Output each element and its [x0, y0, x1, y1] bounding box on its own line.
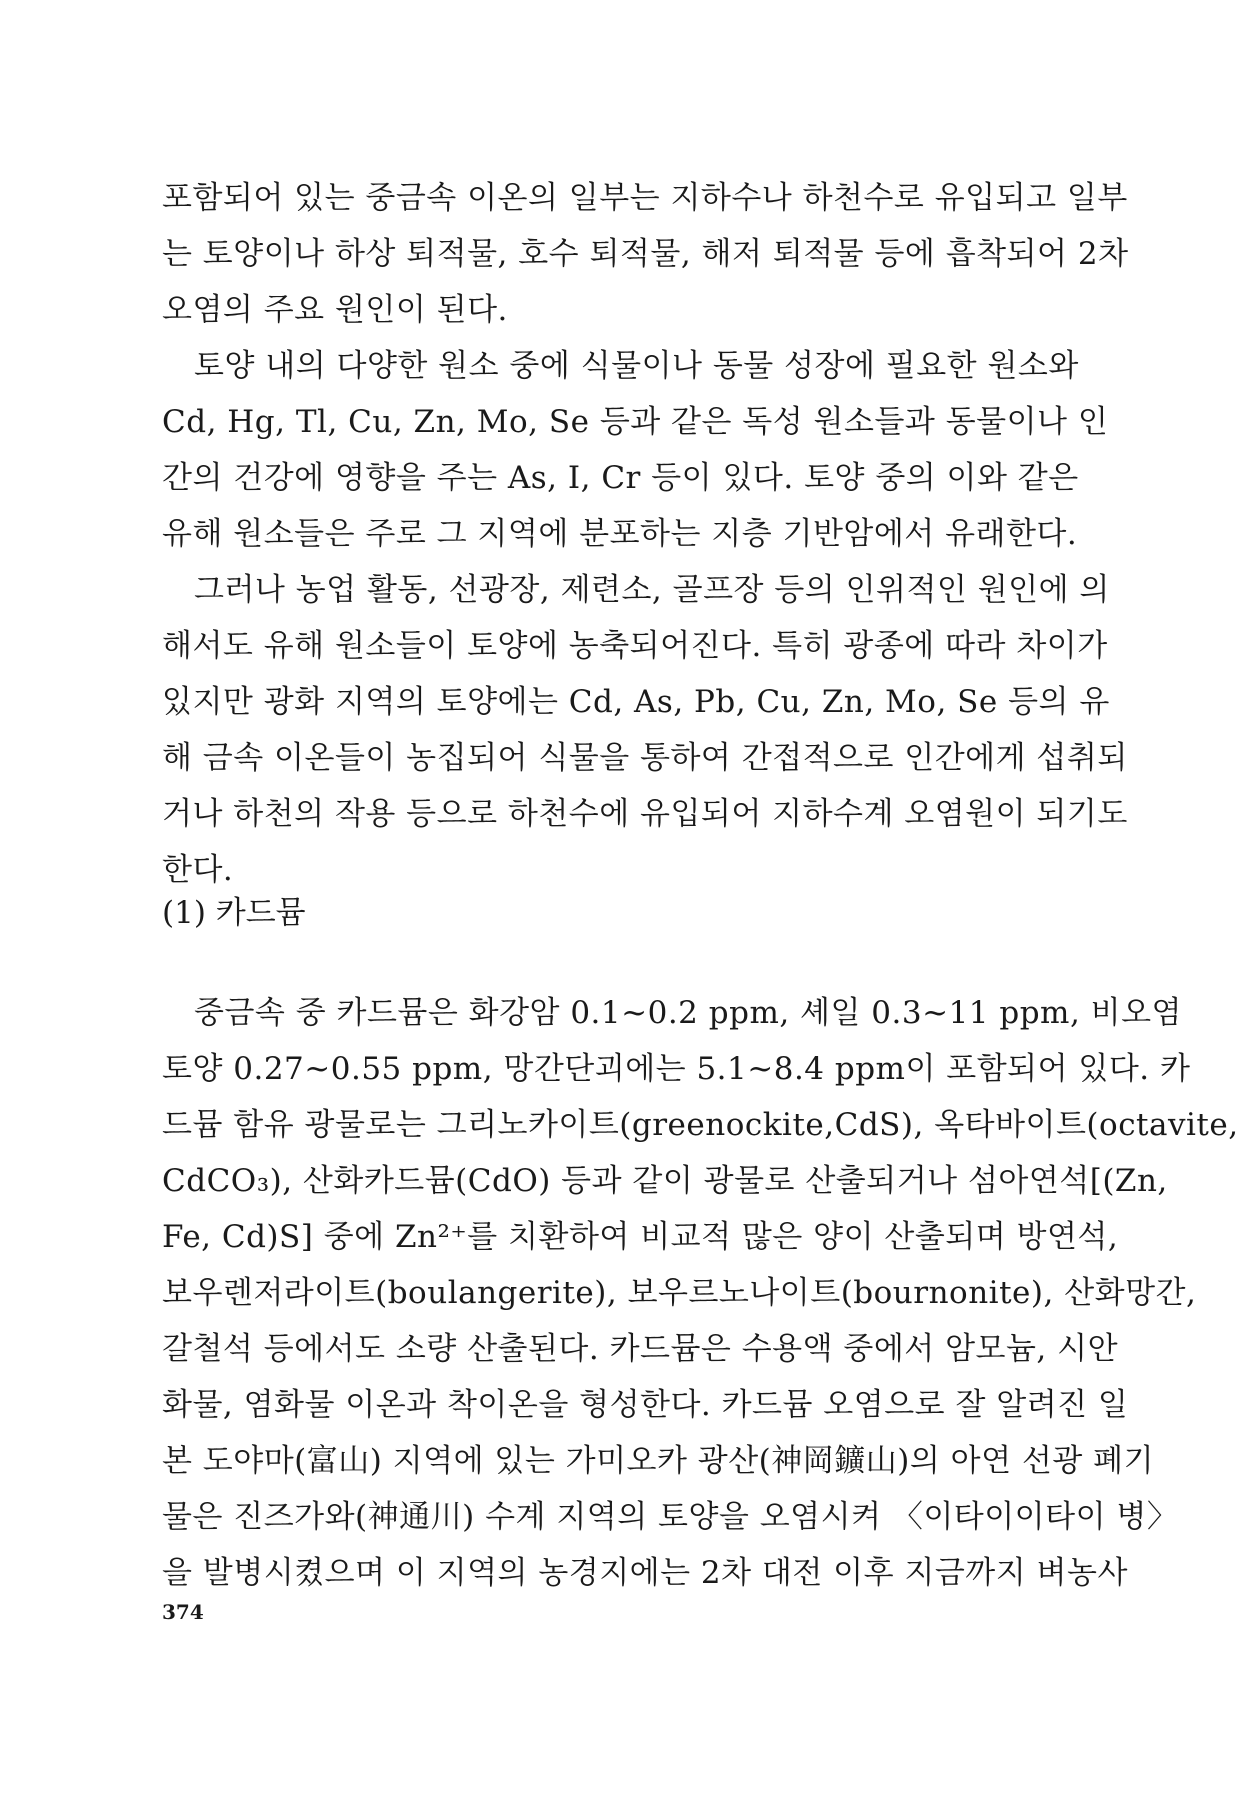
text-line: 토양 0.27~0.55 ppm, 망간단괴에는 5.1~8.4 ppm이 포함되어 있다. 카 — [162, 1051, 1191, 1087]
text-line: 중금속 중 카드뮴은 화강암 0.1~0.2 ppm, 셰일 0.3~11 ppm, 비오염 — [194, 995, 1182, 1031]
paragraph-1 — [162, 170, 1129, 338]
paragraph-2 — [162, 338, 1109, 562]
text-line: 유해 원소들은 주로 그 지역에 분포하는 지층 기반암에서 유래한다. — [162, 516, 1078, 552]
text-line: 오염의 주요 원인이 된다. — [162, 292, 508, 328]
text-line: CdCO₃), 산화카드뮴(CdO) 등과 같이 광물로 산출되거나 섬아연석[(Zn, — [162, 1163, 1168, 1199]
text-line: 포함되어 있는 중금속 이온의 일부는 지하수나 하천수로 유입되고 일부 — [162, 180, 1128, 216]
text-line: 화물, 염화물 이온과 착이온을 형성한다. 카드뮴 오염으로 잘 알려진 일 — [162, 1387, 1129, 1423]
text-line: 해 금속 이온들이 농집되어 식물을 통하여 간접적으로 인간에게 섭취되 — [162, 740, 1128, 776]
text-line: 그러나 농업 활동, 선광장, 제련소, 골프장 등의 인위적인 원인에 의 — [194, 572, 1110, 608]
section-heading: (1) 카드뮴 — [162, 895, 306, 931]
text-line: 한다. — [162, 852, 234, 888]
text-line: 해서도 유해 원소들이 토양에 농축되어진다. 특히 광종에 따라 차이가 — [162, 628, 1108, 664]
text-line: Cd, Hg, Tl, Cu, Zn, Mo, Se 등과 같은 독성 원소들과 동물이나 인 — [162, 404, 1109, 440]
text-line: 간의 건강에 영향을 주는 As, I, Cr 등이 있다. 토양 중의 이와 같은 — [162, 460, 1079, 496]
text-line: 물은 진즈가와(神通川) 수계 지역의 토양을 오염시켜 〈이타이이타이 병〉 — [162, 1499, 1179, 1535]
text-line: 보우렌저라이트(boulangerite), 보우르노나이트(bournonite), 산화망간, — [162, 1275, 1197, 1311]
text-line: 본 도야마(富山) 지역에 있는 가미오카 광산(神岡鑛山)의 아연 선광 폐기 — [162, 1443, 1155, 1479]
text-line: 토양 내의 다양한 원소 중에 식물이나 동물 성장에 필요한 원소와 — [194, 348, 1079, 384]
text-line: 드뮴 함유 광물로는 그리노카이트(greenockite,CdS), 옥타바이트(octavite, — [162, 1107, 1239, 1143]
text-line: Fe, Cd)S] 중에 Zn²⁺를 치환하여 비교적 많은 양이 산출되며 방연석, — [162, 1219, 1119, 1255]
text-line: 있지만 광화 지역의 토양에는 Cd, As, Pb, Cu, Zn, Mo, Se 등의 유 — [162, 684, 1110, 720]
paragraph-3 — [162, 562, 1128, 898]
section-paragraph — [162, 985, 1239, 1601]
page-number: 374 — [162, 1600, 204, 1624]
text-line: 는 토양이나 하상 퇴적물, 호수 퇴적물, 해저 퇴적물 등에 흡착되어 2차 — [162, 236, 1129, 272]
text-line: 갈철석 등에서도 소량 산출된다. 카드뮴은 수용액 중에서 암모늄, 시안 — [162, 1331, 1119, 1367]
text-line: 을 발병시켰으며 이 지역의 농경지에는 2차 대전 이후 지금까지 벼농사 — [162, 1555, 1128, 1591]
text-line: 거나 하천의 작용 등으로 하천수에 유입되어 지하수계 오염원이 되기도 — [162, 796, 1128, 832]
